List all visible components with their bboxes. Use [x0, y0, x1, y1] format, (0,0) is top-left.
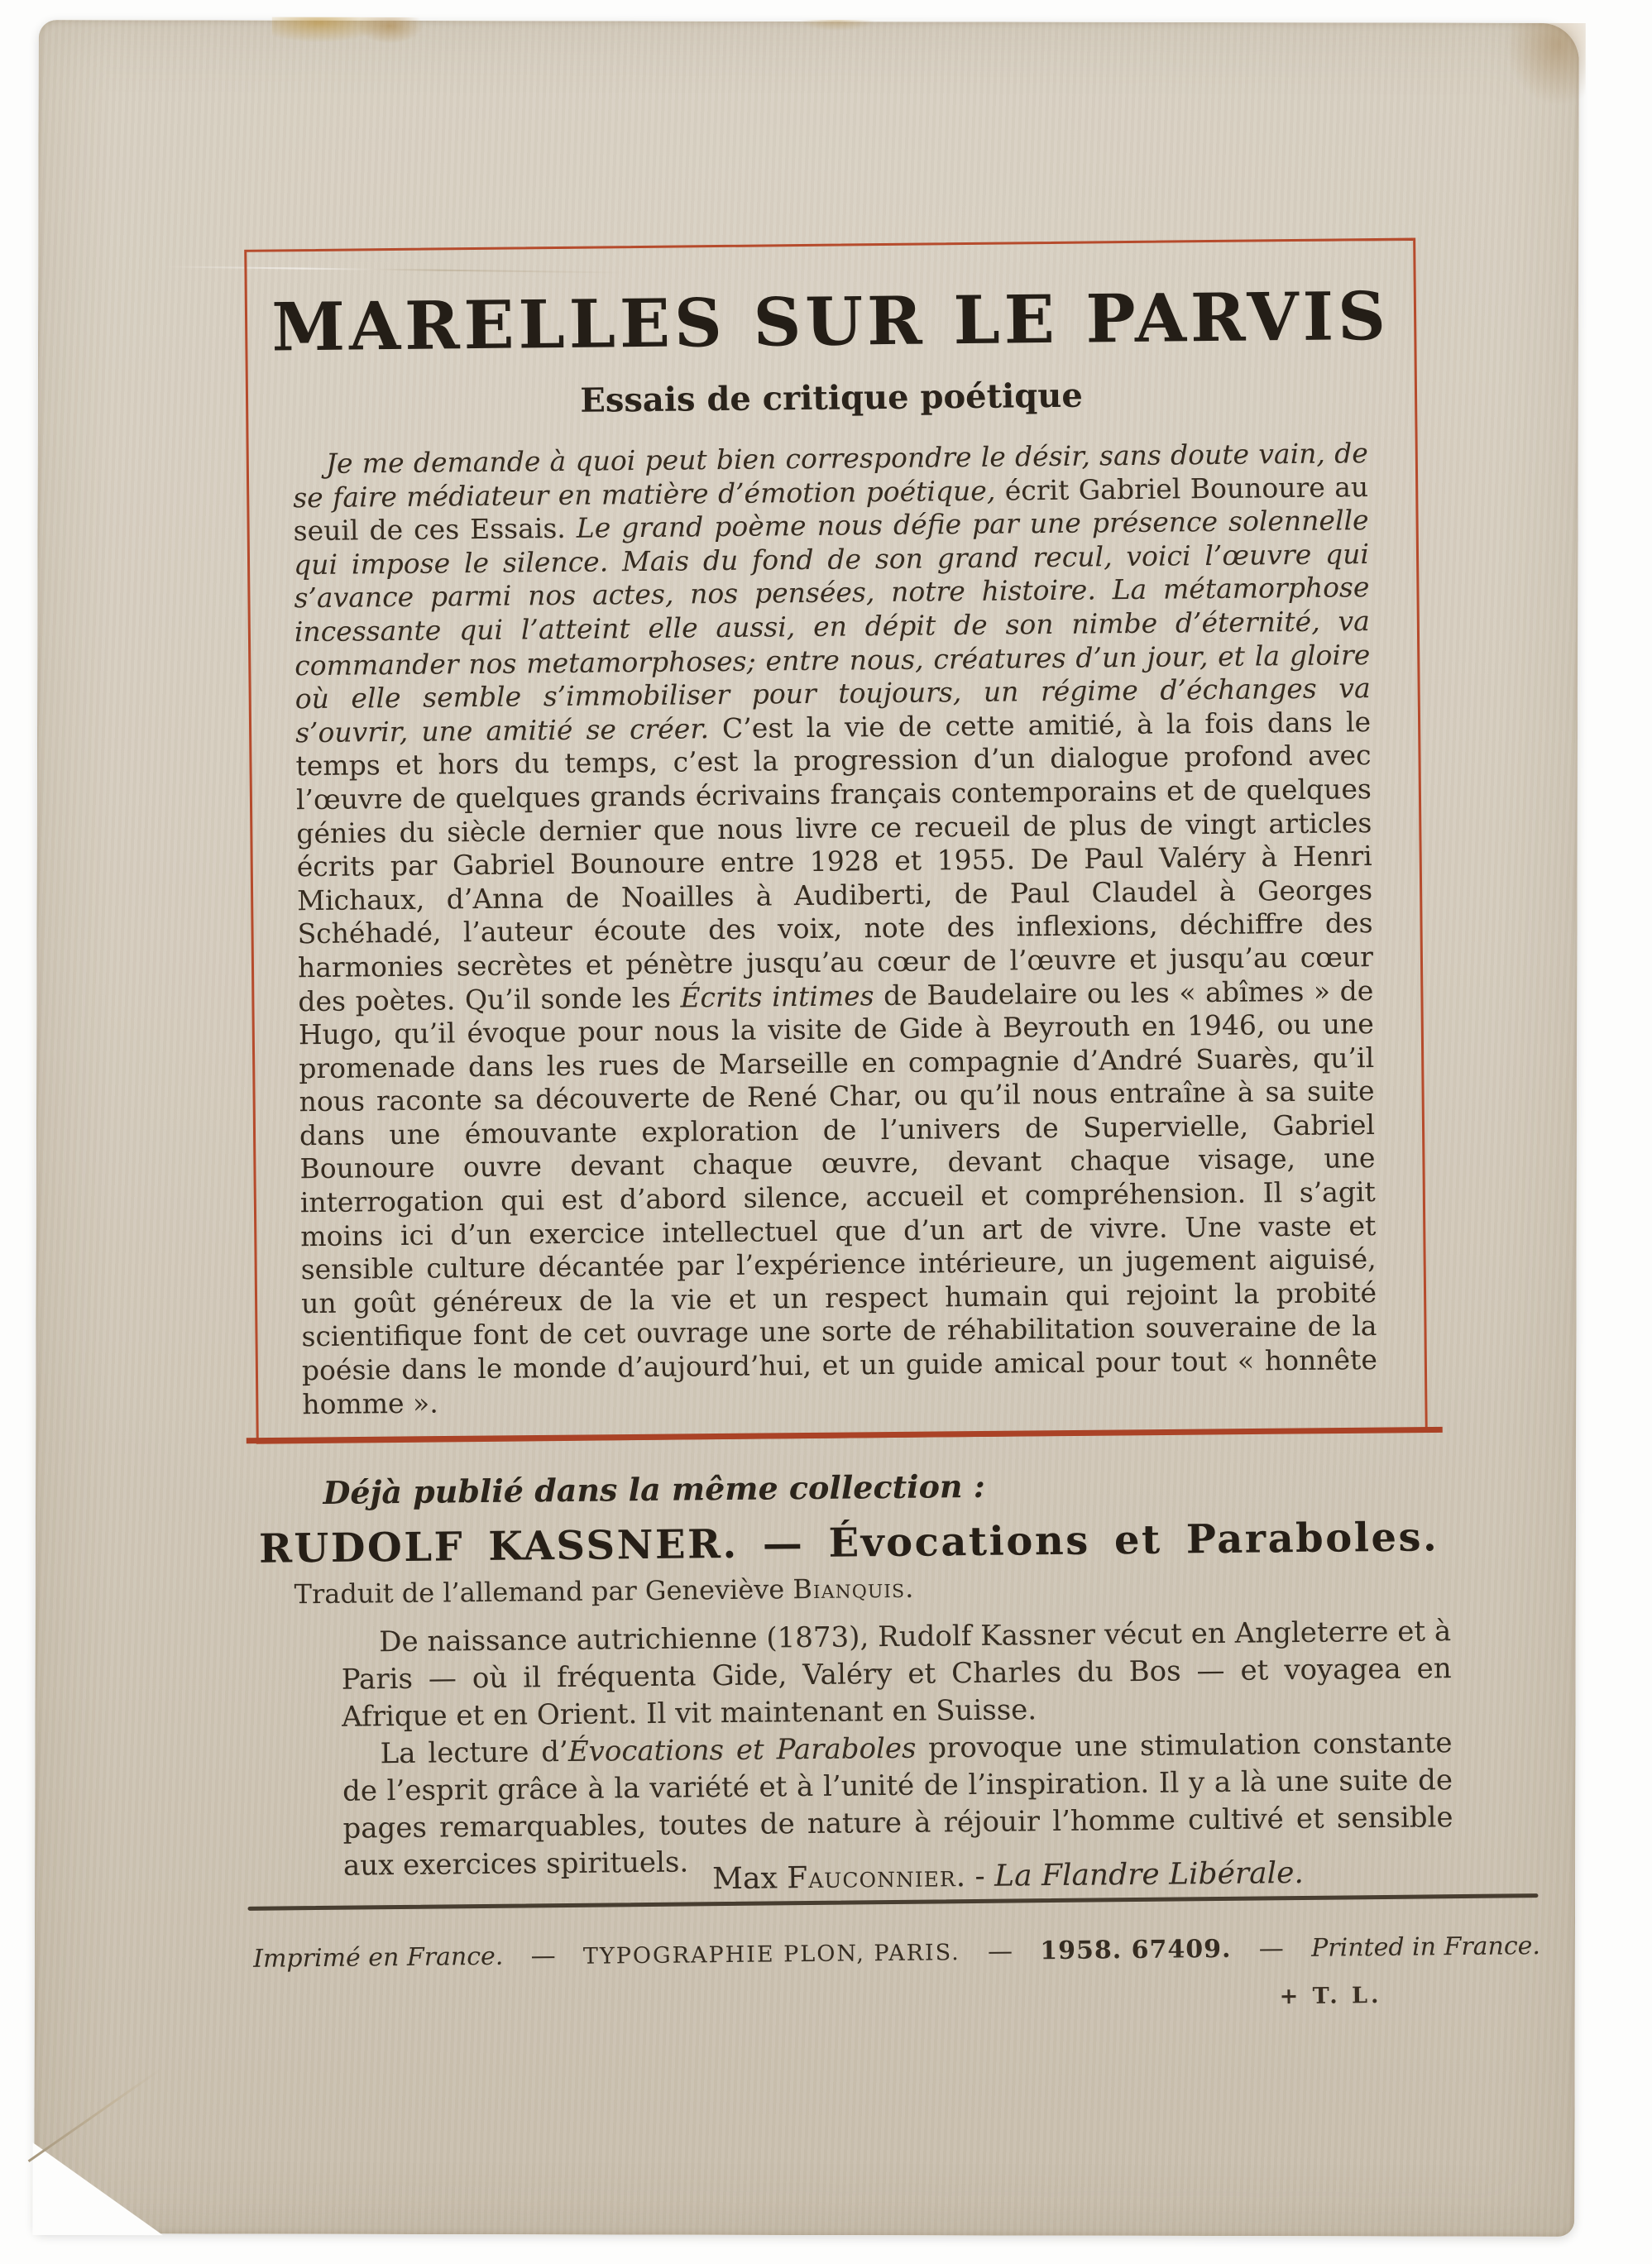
imprint-year-number: 1958. 67409. [1040, 1934, 1232, 1966]
book-subtitle: Essais de critique poétique [580, 376, 1083, 420]
previous-book-line [259, 1514, 1462, 1572]
printed-content [26, 14, 1588, 2243]
blurb-segment: Écrits intimes [680, 979, 874, 1014]
imprint-divider-rule [247, 1893, 1538, 1911]
imprint-english: Printed in France. [1310, 1931, 1541, 1963]
blurb-segment: Évocations et Paraboles [567, 1731, 917, 1769]
blurb-segment: Le grand poème nous défie par une présence solennelle qui impose le silence. Mais du fond de son grand recul, voici l’œuvre qui s’avance parmi nos actes, nos pensées, notre histoire. La métamorphose incessante qui l’atteint elle aussi, en dépit de son nimbe d’éternité, va commander nos metamorphoses; entre nous, créatures d’un jour, et la gloire où elle semble s’immobiliser pour toujours, un régime d’échanges va s’ouvrir, une amitié se créer. [293, 504, 1371, 749]
imprint-printer: TYPOGRAPHIE PLON, PARIS. [582, 1940, 960, 1970]
imprint-dash: — [530, 1941, 556, 1971]
collection-heading: Déjà publié dans la même collection : [323, 1467, 986, 1511]
blurb-segment: écrit Gabriel Bounoure au seuil de ces Essais. [293, 470, 1369, 548]
translator-suffix: . [904, 1572, 914, 1604]
censor-stamp-mark: + T. L. [1279, 1983, 1382, 2010]
translator-prefix: Traduit de l’allemand par Geneviève [294, 1573, 793, 1611]
review-source: La Flandre Libérale. [994, 1855, 1305, 1893]
previous-book-blurb [341, 1613, 1453, 1885]
imprint-dash: — [1258, 1934, 1284, 1964]
dash-separator: — [738, 1520, 829, 1568]
paper-sheet [34, 20, 1579, 2237]
blurb-paragraph-1: De naissance autrichienne (1873), Rudolf Kassner vécut en Angleterre et à Paris — où il fréquenta Gide, Valéry et Charles du Bos — et voyagea en Afrique et en Orient. Il vit maintenant en Suisse. [341, 1615, 1452, 1734]
translator-name: Bianquis [792, 1572, 906, 1606]
reviewer-name: Fauconnier [787, 1860, 956, 1896]
imprint-line [253, 1931, 1540, 1974]
blurb-segment: provoque une stimulation constante de l’esprit grâce à la variété et à l’unité de l’inspiration. Il y a là une suite de pages remarquables, toutes de nature à réjouir l’homme cultivé et sensible aux exercices spirituels. [342, 1726, 1453, 1883]
blurb-paragraph [293, 437, 1378, 1421]
attribution-separator: . - [955, 1859, 995, 1894]
book-title: MARELLES SUR LE PARVIS [271, 276, 1391, 366]
blurb-segment: C’est la vie de cette amitié, à la fois dans le temps et hors du temps, c’est la progression d’un dialogue profond avec l’œuvre de quelques grands écrivains français contemporains et de quelques génies du siècle dernier que nous livre ce recueil de plus de vingt articles écrits par Gabriel Bounoure entre 1928 et 1955. De Paul Valéry à Henri Michaux, d’Anna de Noailles à Audiberti, de Paul Claudel à Georges Schéhadé, l’auteur écoute des voix, note des inflexions, déchiffre des harmonies secrètes et pénètre jusqu’au cœur de l’œuvre et jusqu’au cœur des poètes. Qu’il sonde les [295, 705, 1374, 1017]
blurb-segment: de Baudelaire ou les « abîmes » de Hugo, qu’il évoque pour nous la visite de Gide à Beyrouth en 1946, ou une promenade dans les rues de Marseille en compagnie d’André Suarès, qu’il nous raconte sa découverte de René Char, ou qu’il nous entraîne à sa suite dans une émouvante exploration de l’univers de Supervielle, Gabriel Bounoure ouvre devant chaque œuvre, devant chaque visage, une interrogation qui est d’abord silence, accueil et compréhension. Il s’agit moins ici d’un exercice intellectuel que d’un art de vivre. Une vaste et sensible culture décantée par l’expérience intérieure, un jugement aiguisé, un goût généreux de la vie et un respect humain qui rejoint la probité scientifique font de cet ouvrage une sorte de réhabilitation souveraine de la poésie dans le monde d’aujourd’hui, et un guide amical pour tout « honnête homme ». [298, 974, 1378, 1420]
previous-book-title: Évocations et Paraboles. [828, 1514, 1439, 1567]
blurb-segment: La lecture d’ [380, 1735, 569, 1771]
translator-line [294, 1572, 913, 1611]
imprint-french: Imprimé en France. [252, 1941, 504, 1974]
reviewer-name-prefix: Max [711, 1861, 788, 1897]
blurb-segment: Je me demande à quoi peut bien correspondre le désir, sans doute vain, de se faire médiateur en matière d’émotion poétique, [293, 437, 1368, 514]
imprint-dash: — [987, 1936, 1013, 1966]
previous-book-author: RUDOLF KASSNER. [258, 1520, 739, 1572]
blurb-frame [244, 237, 1428, 1443]
review-attribution [712, 1856, 1304, 1896]
